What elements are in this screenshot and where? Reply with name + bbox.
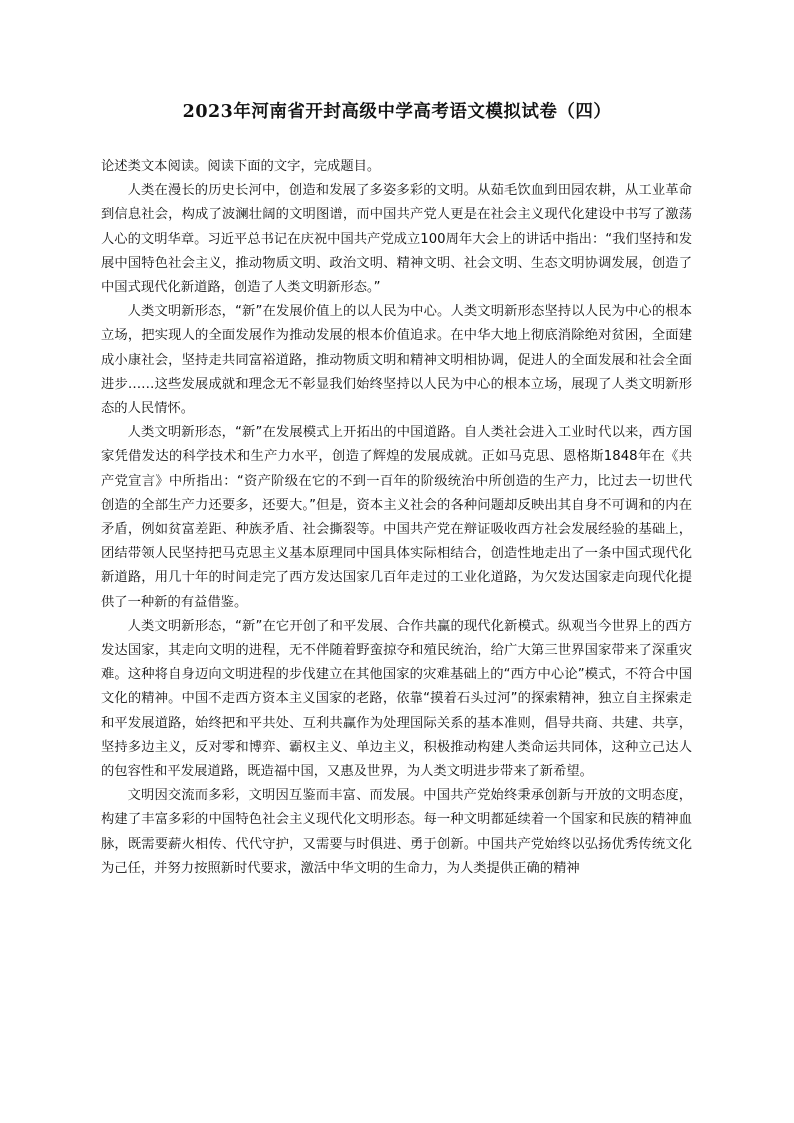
paragraph-4: 人类文明新形态，“新”在它开创了和平发展、合作共赢的现代化新模式。纵观当今世界上的西方发达国家，其走向文明的进程，无不伴随着野蛮掠夺和殖民统治，给广大第三世界国家带来了深重灾难。这种将自身迈向文明进程的步伐建立在其他国家的灾难基础上的“西方中心论”模式，不符合中国文化的精神。中国不走西方资本主义国家的老路，依靠“摸着石头过河”的探索精神，独立自主探索走和平发展道路，始终把和平共处、互利共赢作为处理国际关系的基本准则，倡导共商、共建、共享，坚持多边主义，反对零和博弈、霸权主义、单边主义，积极推动构建人类命运共同体，这种立己达人的包容性和平发展道路，既造福中国，又惠及世界，为人类文明进步带来了新希望。 xyxy=(101,618,692,780)
paragraph-2: 人类文明新形态，“新”在发展价值上的以人民为中心。人类文明新形态坚持以人民为中心的根本立场，把实现人的全面发展作为推动发展的根本价值追求。在中华大地上彻底消除绝对贫困，全面建成小康社会，坚持走共同富裕道路，推动物质文明和精神文明相协调，促进人的全面发展和社会全面进步……这些发展成就和理念无不彰显我们始终坚持以人民为中心的根本立场，展现了人类文明新形态的人民情怀。 xyxy=(101,304,692,417)
paragraph-5: 文明因交流而多彩，文明因互鉴而丰富、而发展。中国共产党始终秉承创新与开放的文明态度，构建了丰富多彩的中国特色社会主义现代化文明形态。每一种文明都延续着一个国家和民族的精神血脉，既需要薪火相传、代代守护，又需要与时俱进、勇于创新。中国共产党始终以弘扬优秀传统文化为己任，并努力按照新时代要求，激活中华文明的生命力，为人类提供正确的精神 xyxy=(101,788,692,876)
document-title: 2023年河南省开封高级中学高考语文模拟试卷（四） xyxy=(182,102,612,122)
paragraph-3: 人类文明新形态，“新”在发展模式上开拓出的中国道路。自人类社会进入工业时代以来，西方国家凭借发达的科学技术和生产力水平，创造了辉煌的发展成就。正如马克思、恩格斯1848年在《共产党宣言》中所指出：“资产阶级在它的不到一百年的阶级统治中所创造的生产力，比过去一切世代创造的全部生产力还要多，还要大。”但是，资本主义社会的各种问题却反映出其自身不可调和的内在矛盾，例如贫富差距、种族矛盾、社会撕裂等。中国共产党在辩证吸收西方社会发展经验的基础上，团结带领人民坚持把马克思主义基本原理同中国具体实际相结合，创造性地走出了一条中国式现代化新道路，用几十年的时间走完了西方发达国家几百年走过的工业化道路，为欠发达国家走向现代化提供了一种新的有益借鉴。 xyxy=(101,425,692,610)
paragraph-1: 人类在漫长的历史长河中，创造和发展了多姿多彩的文明。从茹毛饮血到田园农耕，从工业革命到信息社会，构成了波澜壮阔的文明图谱，而中国共产党人更是在社会主义现代化建设中书写了激荡人心的文明华章。习近平总书记在庆祝中国共产党成立100周年大会上的讲话中指出：“我们坚持和发展中国特色社会主义，推动物质文明、政治文明、精神文明、社会文明、生态文明协调发展，创造了中国式现代化新道路，创造了人类文明新形态。” xyxy=(101,183,692,296)
instruction-text: 论述类文本阅读。阅读下面的文字，完成题目。 xyxy=(101,159,381,174)
document-body xyxy=(101,155,692,881)
